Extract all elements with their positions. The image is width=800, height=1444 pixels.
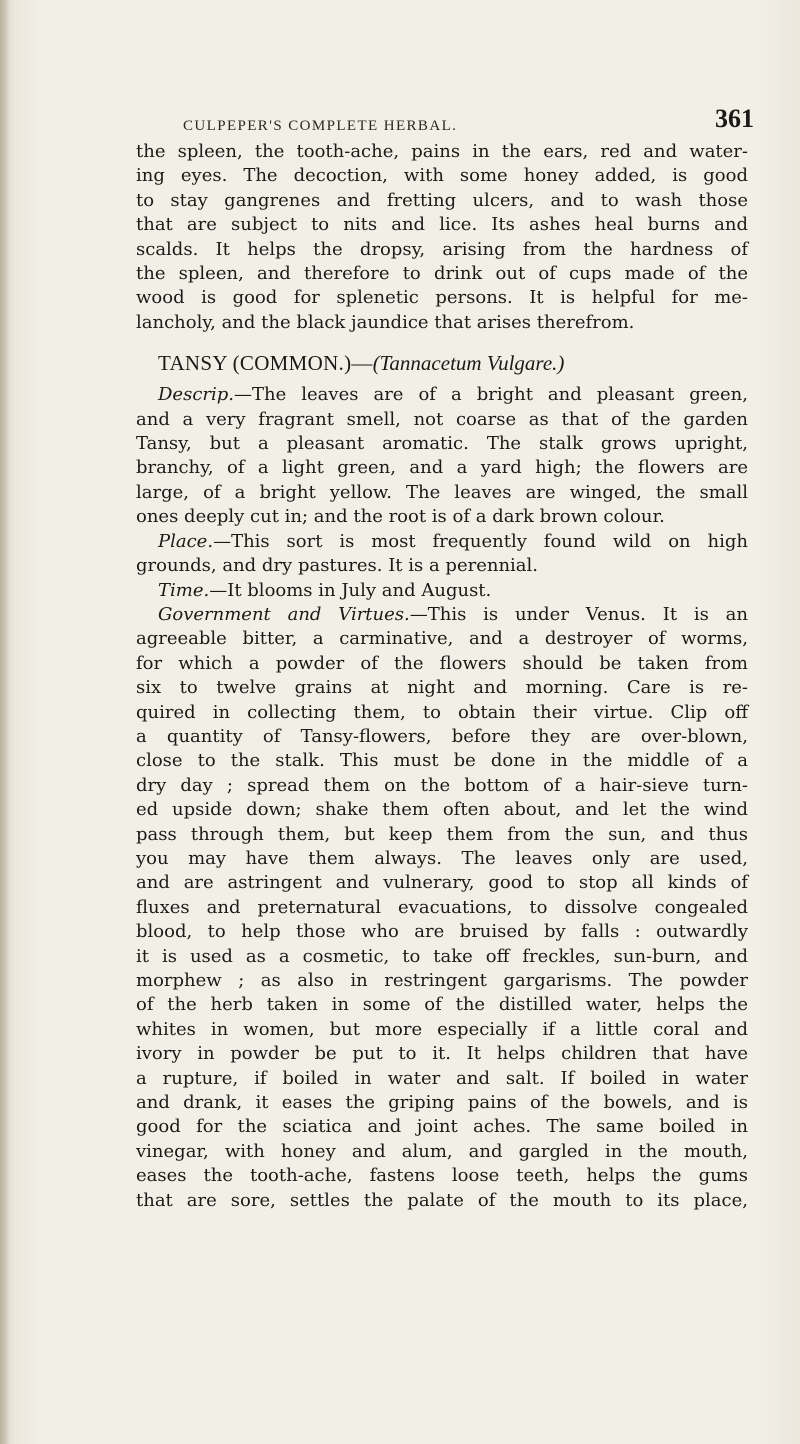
text-line: pass through them, but keep them from the sun, and thus	[136, 823, 748, 845]
description-paragraph	[136, 383, 748, 529]
text-line: Government and Virtues.—This is under Venus. It is an	[158, 603, 748, 625]
text-line: ing eyes. The decoction, with some honey added, is good	[136, 165, 748, 187]
text-line: good for the sciatica and joint aches. The same boiled in	[136, 1116, 748, 1138]
text-line: of the herb taken in some of the distilled water, helps the	[136, 994, 748, 1016]
text-line: and a very fragrant smell, not coarse as that of the garden	[136, 408, 748, 430]
text-line: quired in collecting them, to obtain their virtue. Clip off	[136, 701, 748, 723]
text-line: vinegar, with honey and alum, and gargled in the mouth,	[136, 1140, 748, 1162]
text-line: agreeable bitter, a carminative, and a destroyer of worms,	[136, 628, 748, 650]
running-title: CULPEPER'S COMPLETE HERBAL.	[183, 118, 458, 134]
time-paragraph	[136, 579, 748, 603]
text-line: Place.—This sort is most frequently found wild on high	[158, 530, 748, 552]
text-line: Time.—It blooms in July and August.	[158, 579, 492, 601]
entry-name: TANSY (COMMON.)—	[158, 351, 373, 376]
text-line: close to the stalk. This must be done in the middle of a	[136, 750, 748, 772]
text-line: fluxes and preternatural evacuations, to dissolve congealed	[136, 896, 748, 918]
text-line: scalds. It helps the dropsy, arising from the hardness of	[136, 238, 748, 260]
text-line: a rupture, if boiled in water and salt. If boiled in water	[136, 1067, 748, 1089]
section-label: Place.	[158, 530, 214, 552]
binding-shadow	[0, 0, 10, 1444]
text-line: for which a powder of the flowers should be taken from	[136, 652, 748, 674]
text-line: ones deeply cut in; and the root is of a dark brown colour.	[136, 506, 665, 528]
section-label: Government and Virtues.	[158, 603, 410, 625]
text-line: grounds, and dry pastures. It is a perennial.	[136, 555, 539, 577]
text-line: lancholy, and the black jaundice that arises therefrom.	[136, 311, 635, 333]
text-line: morphew ; as also in restringent gargarisms. The powder	[136, 970, 748, 991]
text-line: it is used as a cosmetic, to take off freckles, sun-burn, and	[136, 945, 748, 967]
running-head	[0, 92, 800, 132]
entry-heading	[136, 349, 748, 377]
text-line: dry day ; spread them on the bottom of a hair-sieve turn-	[136, 774, 748, 796]
page-number: 361	[715, 104, 754, 133]
continuation-paragraph	[136, 140, 748, 335]
text-line: the spleen, the tooth-ache, pains in the ears, red and water-	[136, 141, 748, 162]
text-line: Tansy, but a pleasant aromatic. The stalk grows upright,	[136, 433, 748, 455]
text-line: whites in women, but more especially if a little coral and	[136, 1018, 748, 1040]
text-line: ivory in powder be put to it. It helps children that have	[136, 1043, 748, 1065]
text-line: that are subject to nits and lice. Its ashes heal burns and	[136, 214, 748, 236]
text-line: that are sore, settles the palate of the mouth to its place,	[136, 1189, 748, 1211]
section-label: Descrip.	[158, 384, 235, 406]
text-line: and drank, it eases the griping pains of the bowels, and is	[136, 1092, 748, 1114]
entry-latin-name: (Tannacetum Vulgare.)	[372, 351, 565, 376]
place-paragraph	[136, 530, 748, 579]
section-label: Time.	[158, 579, 210, 601]
government-paragraph	[136, 603, 748, 1213]
text-line: wood is good for splenetic persons. It is helpful for me-	[136, 287, 748, 309]
text-line: and are astringent and vulnerary, good to stop all kinds of	[136, 872, 748, 894]
text-line: the spleen, and therefore to drink out of cups made of the	[136, 263, 748, 285]
text-line: ed upside down; shake them often about, and let the wind	[136, 799, 748, 821]
text-line: branchy, of a light green, and a yard high; the flowers are	[136, 457, 748, 479]
text-line: Descrip.—The leaves are of a bright and pleasant green,	[158, 384, 748, 406]
body-text	[136, 140, 748, 1213]
text-line: large, of a bright yellow. The leaves are winged, the small	[136, 481, 748, 503]
text-line: you may have them always. The leaves only are used,	[136, 847, 748, 869]
text-line: to stay gangrenes and fretting ulcers, and to wash those	[136, 189, 748, 211]
text-line: six to twelve grains at night and morning. Care is re-	[136, 677, 748, 699]
text-line: blood, to help those who are bruised by falls : outwardly	[136, 921, 748, 943]
text-line: a quantity of Tansy-flowers, before they are over-blown,	[136, 725, 748, 747]
text-line: eases the tooth-ache, fastens loose teeth, helps the gums	[136, 1165, 748, 1187]
